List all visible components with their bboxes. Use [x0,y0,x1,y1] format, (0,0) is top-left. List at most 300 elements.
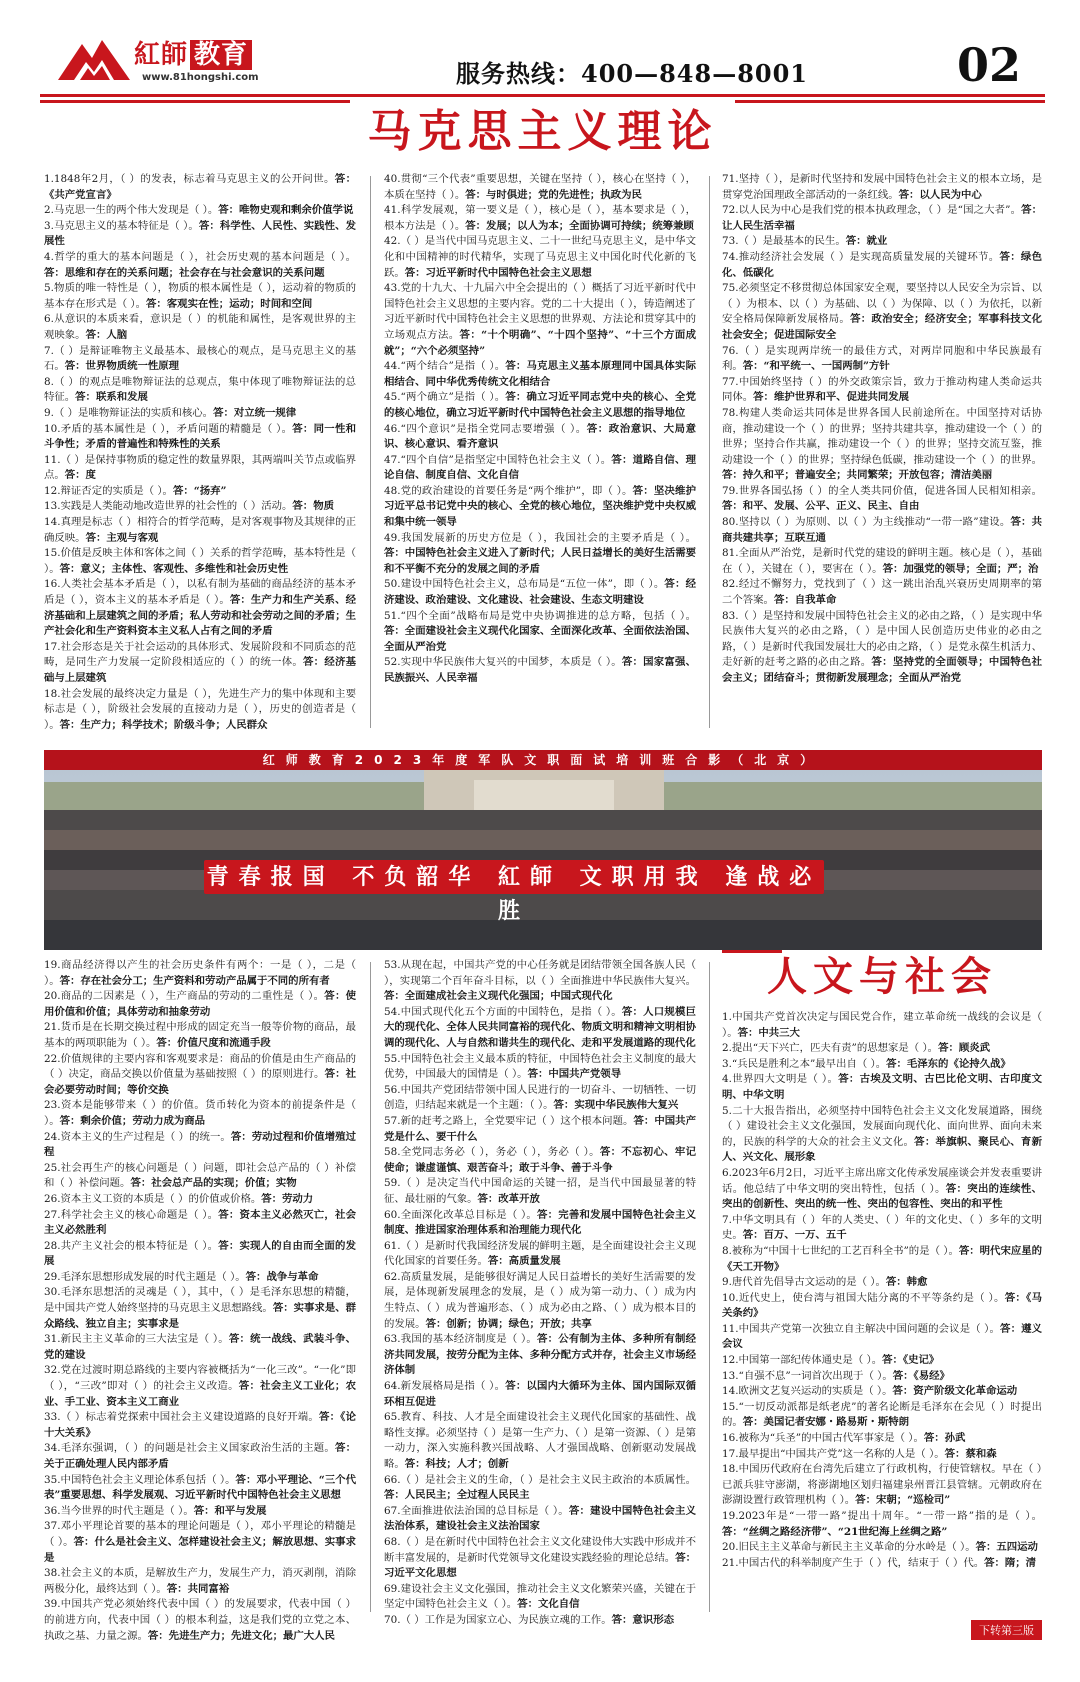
question-item [44,250,356,281]
answer-text: 答：习近平文化思想 [384,1551,697,1580]
question-text: 14.真理是标志（ ）相符合的哲学范畴，是对客观事物及其规律的正确反映。 [44,516,356,544]
column-divider [370,176,371,728]
question-text: 62.高质量发展，是能够很好满足人民日益增长的美好生活需要的发展，是体现新发展理念的发展，是（ ）成为第一动力、（ ）成为内生特点、（ ）成为普遍形态、（ ）成为必由之路、（ ）成为根本目的的发展。 [384,1270,696,1330]
question-item [722,1072,1042,1103]
question-item [384,1176,696,1207]
answer-text: 答：剩余价值；劳动力成为商品 [59,1114,206,1127]
question-text: 4.世界四大文明是（ ）。 [722,1073,839,1086]
answer-text: 答：就业 [845,235,888,248]
question-item [384,577,696,608]
question-item [44,687,356,734]
question-item [44,1410,356,1441]
question-text: 58.全党同志务必（ ），务必（ ），务必（ ）。 [384,1146,600,1159]
answer-text: 答：先进生产力；先进文化；最广大人民 [147,1629,335,1642]
answer-text: 答：“十个明确”、“十四个坚持”、“十三个方面成就”；“六个必须坚持” [384,328,696,357]
question-item [722,1213,1042,1244]
continued-on-page-3-tag: 下转第三版 [971,1620,1042,1640]
answer-text: 答：维护世界和平、促进共同发展 [753,391,910,404]
question-text: 59.（ ）是决定当代中国命运的关键一招，是当代中国最显著的特征、最壮丽的气象。 [384,1177,696,1205]
question-text: 71.坚持（ ），是新时代坚持和发展中国特色社会主义的根本立场，是贯穿党治国理政全部活动的一条红线。 [722,173,1042,201]
answer-text: 答：世界物质统一性原理 [64,360,180,373]
logo-wordmark: 紅師 教育 [134,34,252,71]
question-text: 72.以人民为中心是我们党的根本执政理念，（ ）是“国之大者”。 [722,204,1022,217]
question-item [384,390,696,421]
hotline: 服务热线：400—848—8001 [456,59,808,88]
question-text: 60.全面深化改革总目标是（ ）。 [384,1208,538,1221]
question-text: 40.贯彻“三个代表”重要思想，关键在坚持（ ），核心在坚持（ ），本质在坚持（ ）。 [384,173,696,201]
question-text: 12.辩证否定的实质是（ ）。 [44,484,173,497]
question-text: 19.2023年是“一带一路”提出十周年。“一带一路”指的是（ ）。 [722,1510,1042,1522]
question-text: 27.科学社会主义的核心命题是（ ）。 [44,1208,219,1221]
question-text: 32.党在过渡时期总路线的主要内容被概括为“一化三改”。“一化”即（ ），“三改”即对（ ）的社会主义改造。 [44,1364,356,1393]
question-item [722,1041,1042,1057]
question-item [44,1130,356,1161]
question-item [384,172,696,203]
question-text: 7.（ ）是辩证唯物主义最基本、最核心的观点，是马克思主义的基石。 [44,344,356,373]
answer-text: 答：百万、一万、五千 [742,1229,847,1242]
answer-text: 答：“和平统一、一国两制”方针 [742,360,890,373]
question-text: 17.最早提出“中国共产党”这一名称的人是（ ）。 [722,1447,945,1460]
answer-text: 答：中国特色社会主义进入了新时代；人民日益增长的美好生活需要和不平衡不充分的发展之间的矛盾 [384,547,696,575]
question-item [722,515,1042,546]
answer-text: 答：全面建成社会主义现代化强国；中国式现代化 [384,990,613,1003]
answer-text: 答：中共三大 [737,1026,800,1039]
answer-text: 答：《易经》 [892,1369,950,1382]
answer-text: 答：《马关条约》 [722,1291,1042,1320]
question-item [384,1145,696,1176]
question-text: 74.推动经济社会发展（ ）是实现高质量发展的关键环节。 [722,250,1000,263]
question-text: 25.社会再生产的核心问题是（ ）问题，即社会总产品的（ ）补偿和（ ）补偿问题。 [44,1161,356,1190]
answer-text: 答：中国共产党是什么、要干什么 [384,1114,697,1143]
banner-caption: 红师教育2023年度军队文职面试培训班合影（北京） [44,750,1042,770]
question-item [384,1005,696,1052]
answer-text: 答：不忘初心、牢记使命；谦虚谨慎、艰苦奋斗；敢于斗争、善于斗争 [384,1146,696,1174]
question-item [44,1020,356,1051]
marxism-column-2 [384,172,696,732]
answer-text: 答：实现中华民族伟大复兴 [553,1099,679,1112]
question-item [384,1270,696,1332]
answer-text: 答：实事求是、群众路线、独立自主；实事求是 [44,1302,357,1330]
answer-text: 答：发展；以人为本；全面协调可持续；统筹兼顾 [465,219,694,232]
answer-text: 答：资本主义必然灭亡，社会主义必然胜利 [44,1208,356,1237]
question-text: 10.矛盾的基本属性是（ ），矛盾问题的精髓是（ ）。 [44,422,293,435]
question-item [44,1473,356,1504]
answer-text: 答：创新；协调；绿色；开放；共享 [425,1317,592,1330]
question-item [384,422,696,453]
question-text: 10.近代史上，使台湾与祖国大陆分离的不平等条约是（ ）。 [722,1291,1005,1304]
question-text: 67.全面推进依法治国的总目标是（ ）。 [384,1504,569,1517]
answer-text: 答：共商共建共享；互联互通 [722,516,1042,544]
question-item [44,375,356,406]
answer-text: 答：资产阶级文化革命运动 [892,1385,1018,1398]
question-text: 36.当今世界的时代主题是（ ）。 [44,1504,194,1517]
page-number: 02 [956,38,1021,92]
answer-text: 答：存在社会分工；生产资料和劳动产品属于不同的所有者 [59,974,330,987]
answer-text: 答：实现人的自由而全面的发展 [44,1239,356,1268]
question-item [44,1208,356,1239]
mountain-logo-icon [56,36,132,82]
answer-text: 答：联系和发展 [75,391,148,404]
question-item [44,453,356,484]
question-text: 28.共产主义社会的根本特征是（ ）。 [44,1239,219,1252]
question-item [722,344,1042,375]
question-text: 26.资本主义工资的本质是（ ）的价值或价格。 [44,1192,262,1205]
answer-text: 答：《共产党宣言》 [44,173,356,201]
question-text: 38.社会主义的本质，是解放生产力，发展生产力，消灭剥削，消除两极分化，最终达到（ ）。 [44,1567,356,1595]
question-item [44,219,356,250]
question-text: 11.（ ）是保持事物质的稳定性的数量界限，其两端叫关节点或临界点。 [44,453,356,482]
question-item [44,1363,356,1410]
question-text: 69.建设社会主义文化强国，推动社会主义文化繁荣兴盛，关键在于坚定中国特色社会主义（ ）。 [384,1582,696,1611]
question-item [44,640,356,687]
question-text: 82.经过不懈努力，党找到了（ ）这一跳出治乱兴衰历史周期率的第二个答案。 [722,578,1042,607]
question-text: 2.马克思一生的两个伟大发现是（ ）。 [44,204,219,217]
answer-text: 答：邓小平理论、“三个代表”重要思想、科学发展观、习近平新时代中国特色社会主义思想 [44,1473,356,1502]
question-item [722,234,1042,250]
title-rule-left [722,950,782,953]
question-text: 77.中国始终坚持（ ）的外交政策宗旨，致力于推动构建人类命运共同体。 [722,375,1042,404]
question-text: 8.（ ）的观点是唯物辩证法的总观点，集中体现了唯物辩证法的总特征。 [44,375,356,404]
question-item [722,1275,1042,1291]
logo-url: www.81hongshi.com [142,72,259,83]
marxism-column-1 [44,172,356,732]
question-text: 21.货币是在长期交换过程中形成的固定充当一般等价物的商品，最基本的两项职能为（ ）。 [44,1021,356,1049]
question-item [384,1613,696,1629]
question-text: 43.党的十九大、十九届六中全会提出的（ ）概括了习近平新时代中国特色社会主义思想的主要内容。党的二十大提出（ ），铸造阐述了习近平新时代中国特色社会主义思想的世界观、方法论和贯穿其中的立场观点方法。 [384,282,696,341]
question-item [44,577,356,639]
answer-text: 答：美国记者安娜・路易斯・斯特朗 [742,1416,910,1429]
question-item [384,1504,696,1535]
question-item [722,577,1042,608]
question-item [722,1540,1042,1556]
question-text: 64.新发展格局是指（ ）。 [384,1380,506,1393]
question-item [384,203,696,234]
question-text: 55.中国特色社会主义最本质的特征，中国特色社会主义制度的最大优势，中国最大的国情是（ ）。 [384,1052,696,1081]
answer-text: 答：古埃及文明、古巴比伦文明、古印度文明、中华文明 [722,1073,1043,1101]
answer-text: 答：政治意识、大局意识、核心意识、看齐意识 [384,422,697,451]
question-text: 75.必须坚定不移贯彻总体国家安全观，要坚持以人民安全为宗旨、以（ ）为根本、以（ ）为基础、以（ ）为保障、以（ ）为依托，以新安全格局保障新发展格局。 [722,282,1042,326]
question-text: 41.科学发展观，第一要义是（ ），核心是（ ），基本要求是（ ），根本方法是（ ）。 [384,204,696,232]
question-item [722,1244,1042,1275]
question-item [44,344,356,375]
question-text: 70.（ ）工作是为国家立心、为民族立魂的工作。 [384,1613,612,1626]
question-text: 5.物质的唯一特性是（ ），物质的根本属性是（ ），运动着的物质的基本存在形式是（ ）。 [44,282,356,310]
question-item [722,1462,1042,1509]
question-item [44,1566,356,1597]
question-item [44,1052,356,1099]
question-item [44,1504,356,1520]
question-text: 18.社会发展的最终决定力量是（ ），先进生产力的集中体现和主要标志是（ ），阶级社会发展的直接动力是（ ），历史的创造者是（ ）。 [44,687,356,731]
question-item [384,1332,696,1379]
question-text: 37.邓小平理论首要的基本的理论问题是（ ），邓小平理论的精髓是（ ）。 [44,1520,356,1548]
question-text: 3.马克思主义的基本特征是（ ）。 [44,219,199,232]
answer-text: 答：宋朝；“巡检司” [855,1494,951,1507]
answer-text: 答：蔡和森 [944,1447,997,1460]
answer-text: 答：加强党的领导；全面；严；治 [882,562,1039,575]
column-divider [709,176,710,728]
answer-text: 答：公有制为主体、多种所有制经济共同发展，按劳分配为主体、多种分配方式并存，社会主义市场经济体制 [384,1333,696,1377]
question-item [722,1369,1042,1385]
answer-text: 答：马克思主义基本原理同中国具体实际相结合、同中华优秀传统文化相结合 [384,360,696,388]
answer-text: 答：统一战线、武装斗争、党的建设 [44,1333,356,1361]
question-item [384,531,696,578]
question-text: 31.新民主主义革命的三大法宝是（ ）。 [44,1333,229,1346]
question-item [722,609,1042,687]
answer-text: 答：劳动过程和价值增殖过程 [44,1130,356,1159]
answer-text: 答：中国共产党领导 [527,1068,622,1081]
answer-text: 答：“丝绸之路经济带”、“21世纪海上丝绸之路” [722,1525,948,1538]
question-text: 2.提出“天下兴亡，匹夫有责”的思想家是（ ）。 [722,1042,939,1055]
question-text: 5.二十大报告指出，必须坚持中国特色社会主义文化发展道路，围绕（ ）建设社会主义文化强国，发展面向现代化、面向世界、面向未来的，民族的科学的大众的社会主义文化。 [722,1104,1042,1148]
question-item [44,989,356,1020]
question-item [722,484,1042,515]
question-item [384,1114,696,1145]
answer-text: 答：与时俱进；党的先进性；执政为民 [465,188,642,201]
masthead [40,28,1045,98]
answer-text: 答：社会必要劳动时间；等价交换 [44,1068,357,1096]
answer-text: 答：意义；主体性、客观性、多维性和社会历史性 [59,562,289,575]
answer-text: 答：和平与发展 [193,1504,267,1517]
answer-text: 答：人口规模巨大的现代化、全体人民共同富裕的现代化、物质文明和精神文明相协调的现代化、人与自然和谐共生的现代化、走和平发展道路的现代化 [384,1005,696,1049]
answer-text: 答：建设中国特色社会主义法治体系，建设社会主义法治国家 [384,1504,696,1533]
answer-text: 答：物质 [292,500,334,513]
title-rule-right [735,100,1045,103]
question-item [722,375,1042,406]
section-title-humanities: 人文与社会 [722,950,1042,1004]
question-item [384,609,696,656]
question-item [44,281,356,312]
question-item [44,1285,356,1332]
question-text: 21.中国古代的科举制度产生于（ ）代，结束于（ ）代。 [722,1556,985,1569]
question-text: 9.唐代首先倡导古文运动的是（ ）。 [722,1276,886,1289]
group-photo-banner [44,750,1042,950]
answer-text: 答：战争与革命 [245,1270,319,1283]
answer-text: 答：习近平新时代中国特色社会主义思想 [404,266,592,279]
question-text: 19.商品经济得以产生的社会历史条件有两个：一是（ ），二是（ ）。 [44,959,356,987]
answer-text: 答：五四运动 [975,1541,1038,1554]
question-text: 4.哲学的重大的基本问题是（ ），社会历史观的基本问题是（ ）。 [44,250,356,263]
question-text: 34.毛泽东强调，（ ）的问题是社会主义国家政治生活的主题。 [44,1442,335,1455]
answer-text: 答：生产力；科学技术；阶级斗争；人民群众 [59,718,268,731]
question-text: 39.中国共产党必须始终代表中国（ ）的发展要求，代表中国（ ）的前进方向，代表中国（ ）的根本利益，这是我们党的立党之本、执政之基、力量之源。 [44,1598,356,1642]
answer-text: 答：持久和平；普遍安全；共同繁荣；开放包容；清洁美丽 [722,469,993,482]
answer-text: 答：同一性和斗争性；矛盾的普遍性和特殊性的关系 [44,422,356,451]
answer-text: 答：改革开放 [477,1192,540,1205]
answer-text: 答：生产力和生产关系、经济基础和上层建筑之间的矛盾；私人劳动和社会劳动之间的矛盾；生产社会化和生产资料资本主义私人占有之间的矛盾 [44,594,356,638]
question-text: 7.中华文明具有（ ）年的人类史、（ ）年的文化史、（ ）多年的文明史。 [722,1213,1042,1242]
answer-text: 答：使用价值和价值；具体劳动和抽象劳动 [44,990,357,1018]
question-text: 73.（ ）是最基本的民生。 [722,235,846,248]
answer-text: 答：孙武 [923,1432,966,1445]
question-text: 16.被称为“兵圣”的中国古代军事家是（ ）。 [722,1432,924,1445]
question-item [44,515,356,546]
question-item [722,546,1042,577]
question-text: 35.中国特色社会主义理论体系包括（ ）。 [44,1473,236,1486]
answer-text: 答：共同富裕 [166,1582,230,1595]
question-item [44,1098,356,1129]
answer-text: 答：人民民主；全过程人民民主 [384,1489,530,1502]
question-text: 79.世界各国弘扬（ ）的全人类共同价值，促进各国人民相知相亲。 [722,484,1042,497]
question-text: 63.我国的基本经济制度是（ ）。 [384,1333,538,1346]
question-text: 15.价值是反映主体和客体之间（ ）关系的哲学范畴，基本特性是（ ）。 [44,547,356,575]
question-text: 15.“一切反动派都是纸老虎”的著名论断是毛泽东在会见（ ）时提出的。 [722,1400,1042,1429]
answer-text: 答：意识形态 [611,1613,674,1626]
question-item [44,203,356,219]
question-text: 17.社会形态是关于社会运动的具体形式、发展阶段和不同质态的范畴，是同生产力发展一定阶段相适应的（ ）的统一体。 [44,640,356,669]
answer-text: 答：确立习近平同志党中央的核心、全党的核心地位，确立习近平新时代中国特色社会主义思想的指导地位 [384,391,696,419]
question-text: 83.（ ）是坚持和发展中国特色社会主义的必由之路，（ ）是实现中华民族伟大复兴的必由之路，（ ）是中国人民创造历史伟业的必由之路，（ ）是新时代我国发展壮大的必由之路，（ ）是党永葆生机活力、走好新的赶考之路的必由之路。 [722,609,1042,669]
answer-text: 答：韩愈 [885,1276,928,1289]
marxism-column-1-continued [44,958,357,1642]
question-text: 44.“两个结合”是指（ ）。 [384,360,506,373]
question-item [44,1192,356,1208]
question-item [384,1239,696,1270]
question-item [44,1161,356,1192]
question-text: 76.（ ）是实现两岸统一的最佳方式，对两岸同胞和中华民族最有利。 [722,344,1042,373]
answer-text: 答：《史记》 [882,1354,940,1367]
answer-text: 答：主观与客观 [85,531,159,544]
question-item [384,1473,696,1504]
question-text: 45.“两个确立”是指（ ）。 [384,391,506,404]
question-text: 66.（ ）是社会主义的生命，（ ）是社会主义民主政治的本质属性。 [384,1473,696,1486]
answer-text: 答：自我革命 [773,594,837,607]
question-text: 1.中国共产党首次决定与国民党合作，建立革命统一战线的会议是（ ）。 [722,1011,1042,1039]
question-text: 56.中国共产党团结带领中国人民进行的一切奋斗、一切牺牲、一切创造，归结起来就是一个主题：（ ）。 [384,1083,696,1112]
question-item [384,359,696,390]
answer-text: 答：顾炎武 [938,1042,991,1055]
question-text: 42.（ ）是当代中国马克思主义、二十一世纪马克思主义，是中华文化和中国精神的时代精华，实现了马克思主义中国化时代化新的飞跃。 [384,235,696,279]
answer-text: 答：什么是社会主义、怎样建设社会主义；解放思想、实事求是 [44,1535,357,1564]
answer-text: 答：对立统一规律 [213,406,297,419]
answer-text: 答：道路自信、理论自信、制度自信、文化自信 [384,453,697,482]
question-item [722,1166,1042,1213]
answer-text: 答：让人民生活幸福 [722,204,1043,232]
answer-text: 答：高质量发展 [487,1255,561,1268]
question-item [384,484,696,531]
question-text: 47.“四个自信”是指坚定中国特色社会主义（ ）。 [384,453,612,466]
answer-text: 答：科技；人才；创新 [404,1458,509,1470]
question-text: 54.中国式现代化五个方面的中国特色，是指（ ）。 [384,1005,622,1018]
answer-text: 答：人脑 [85,328,128,341]
question-text: 12.中国第一部纪传体通史是（ ）。 [722,1354,883,1367]
answer-text: 答：思维和存在的关系问题；社会存在与社会意识的关系问题 [44,266,325,279]
answer-text: 答：社会总产品的实现；价值；实物 [130,1177,297,1190]
question-text: 33.（ ）标志着党探索中国社会主义建设道路的良好开端。 [44,1411,319,1424]
question-text: 52.实现中华民族伟大复兴的中国梦，本质是（ ）。 [384,656,622,669]
question-item [722,203,1042,234]
column-divider [709,962,710,1612]
question-item [44,1519,356,1566]
answer-text: 答：科学性、人民性、实践性、发展性 [44,219,357,248]
question-item [384,1535,696,1582]
question-item [722,1322,1042,1353]
question-item [44,1270,356,1286]
question-text: 81.全面从严治党，是新时代党的建设的鲜明主题。核心是（ ），基础在（ ），关键在（ ），要害在（ ）。 [722,547,1042,575]
question-item [722,1431,1042,1447]
question-text: 8.被称为“中国十七世纪的工艺百科全书”的是（ ）。 [722,1244,959,1257]
question-text: 57.新的赶考之路上，全党要牢记（ ）这个根本问题。 [384,1114,634,1127]
question-text: 13.实践是人类能动地改造世界的社会性的（ ）活动。 [44,500,293,513]
answer-text: 答：坚决维护习近平总书记党中央的核心、全党的核心地位，坚决维护党中央权威和集中统一领导 [384,484,697,529]
question-text: 46.“四个意识”是指全党同志要增强（ ）。 [384,422,587,435]
header-divider [40,94,1045,97]
question-text: 51.“四个全面”战略布局是党中央协调推进的总方略，包括（ ）。 [384,609,696,622]
question-text: 11.中国共产党第一次独立自主解决中国问题的会议是（ ）。 [722,1322,1001,1335]
answer-text: 答：劳动力 [261,1192,314,1205]
question-text: 9.（ ）是唯物辩证法的实质和核心。 [44,406,214,419]
answer-text: 答：经济建设、政治建设、文化建设、社会建设、生态文明建设 [384,578,697,607]
question-item [44,1441,356,1472]
section-title-marxism: 马克思主义理论 [40,100,1045,164]
question-item [44,1597,356,1644]
answer-text: 答：唯物史观和剩余价值学说 [218,204,354,217]
question-item [44,1332,356,1363]
question-item [384,1582,696,1613]
question-item [44,499,356,515]
question-item [722,281,1042,343]
question-text: 20.旧民主主义革命与新民主主义革命的分水岭是（ ）。 [722,1541,976,1554]
question-text: 1.1848年2月，（ ）的发表，标志着马克思主义的公开问世。 [44,173,335,185]
question-item [722,1010,1042,1041]
question-text: 6.2023年6月2日，习近平主席出席文化传承发展座谈会并发表重要讲话。他总结了中华文明的突出特性，包括（ ）。 [722,1166,1042,1195]
question-item [722,1447,1042,1463]
answer-text: 答：绿色化、低碳化 [722,250,1043,279]
question-text: 24.资本主义的生产过程是（ ）的统一。 [44,1130,231,1143]
question-text: 22.价值规律的主要内容和客观要求是：商品的价值是由生产商品的（ ）决定，商品交换以价值量为基础按照（ ）的原则进行。 [44,1052,356,1081]
answer-text: 答：遵义会议 [722,1322,1043,1351]
question-text: 61.（ ）是新时代我国经济发展的鲜明主题，是全面建设社会主义现代化国家的首要任务。 [384,1239,696,1268]
question-text: 78.构建人类命运共同体是世界各国人民前途所在。中国坚持对话协商，推动建设一个（ ）的世界；坚持共建共享，推动建设一个（ ）的世界；坚持合作共赢，推动建设一个（ ）的世界；坚持交流互鉴，推动建设一个（ ）的世界；坚持绿色低碳，推动建设一个（ ）的世界。 [722,406,1042,466]
question-item [44,312,356,343]
humanities-column [722,1010,1042,1610]
answer-text: 答：突出的连续性、突出的创新性、突出的统一性、突出的包容性、突出的和平性 [722,1182,1042,1211]
question-item [722,1556,1042,1572]
question-item [44,422,356,453]
question-text: 50.建设中国特色社会主义，总布局是“五位一体”，即（ ）。 [384,578,665,591]
title-rule-left [40,100,350,103]
question-item [384,453,696,484]
question-item [722,406,1042,484]
question-text: 29.毛泽东思想形成发展的时代主题是（ ）。 [44,1270,246,1283]
answer-text: 答：价值尺度和流通手段 [156,1036,271,1049]
question-item [384,1379,696,1410]
answer-text: 答：坚持党的全面领导；中国特色社会主义；团结奋斗；贯彻新发展理念；全面从严治党 [722,656,1043,684]
question-text: 49.我国发展新的历史方位是（ ），我国社会的主要矛盾是（ ）。 [384,531,696,544]
question-item [722,250,1042,281]
answer-text: 答：关于正确处理人民内部矛盾 [44,1442,357,1470]
answer-text: 答：全面建设社会主义现代化国家、全面深化改革、全面依法治国、全面从严治党 [384,625,696,653]
question-text: 80.坚持以（ ）为原则、以（ ）为主线推动“一带一路”建设。 [722,516,1011,529]
question-item [44,546,356,577]
question-text: 53.从现在起，中国共产党的中心任务就是团结带领全国各族人民（ ），实现第二个百年奋斗目标，以（ ）全面推进中华民族伟大复兴。 [384,959,696,987]
hotline-number: 400—848—8001 [581,59,808,88]
answer-text: 答：和平、发展、公平、正义、民主、自由 [722,500,920,513]
question-item [722,1291,1042,1322]
question-item [722,1057,1042,1073]
question-item [384,1083,696,1114]
answer-text: 答：以人民为中心 [898,188,982,201]
answer-text: 答：文化自信 [517,1598,580,1611]
question-item [722,1384,1042,1400]
question-item [722,1104,1042,1166]
answer-text: 答：以国内大循环为主体、国内国际双循环相互促进 [384,1380,696,1408]
answer-text: 答：社会主义工业化；农业、手工业、资本主义工商业 [44,1380,357,1408]
question-text: 68.（ ）是在新时代中国特色社会主义文化建设伟大实践中形成并不断丰富发展的，是新时代党领导文化建设实践经验的理论总结。 [384,1535,696,1564]
question-text: 20.商品的二因素是（ ），生产商品的劳动的二重性是（ ）。 [44,990,325,1003]
question-item [384,1410,696,1472]
question-text: 3.“兵民是胜利之本”最早出自（ ）。 [722,1057,887,1070]
answer-text: 答：隋；清 [984,1556,1037,1569]
